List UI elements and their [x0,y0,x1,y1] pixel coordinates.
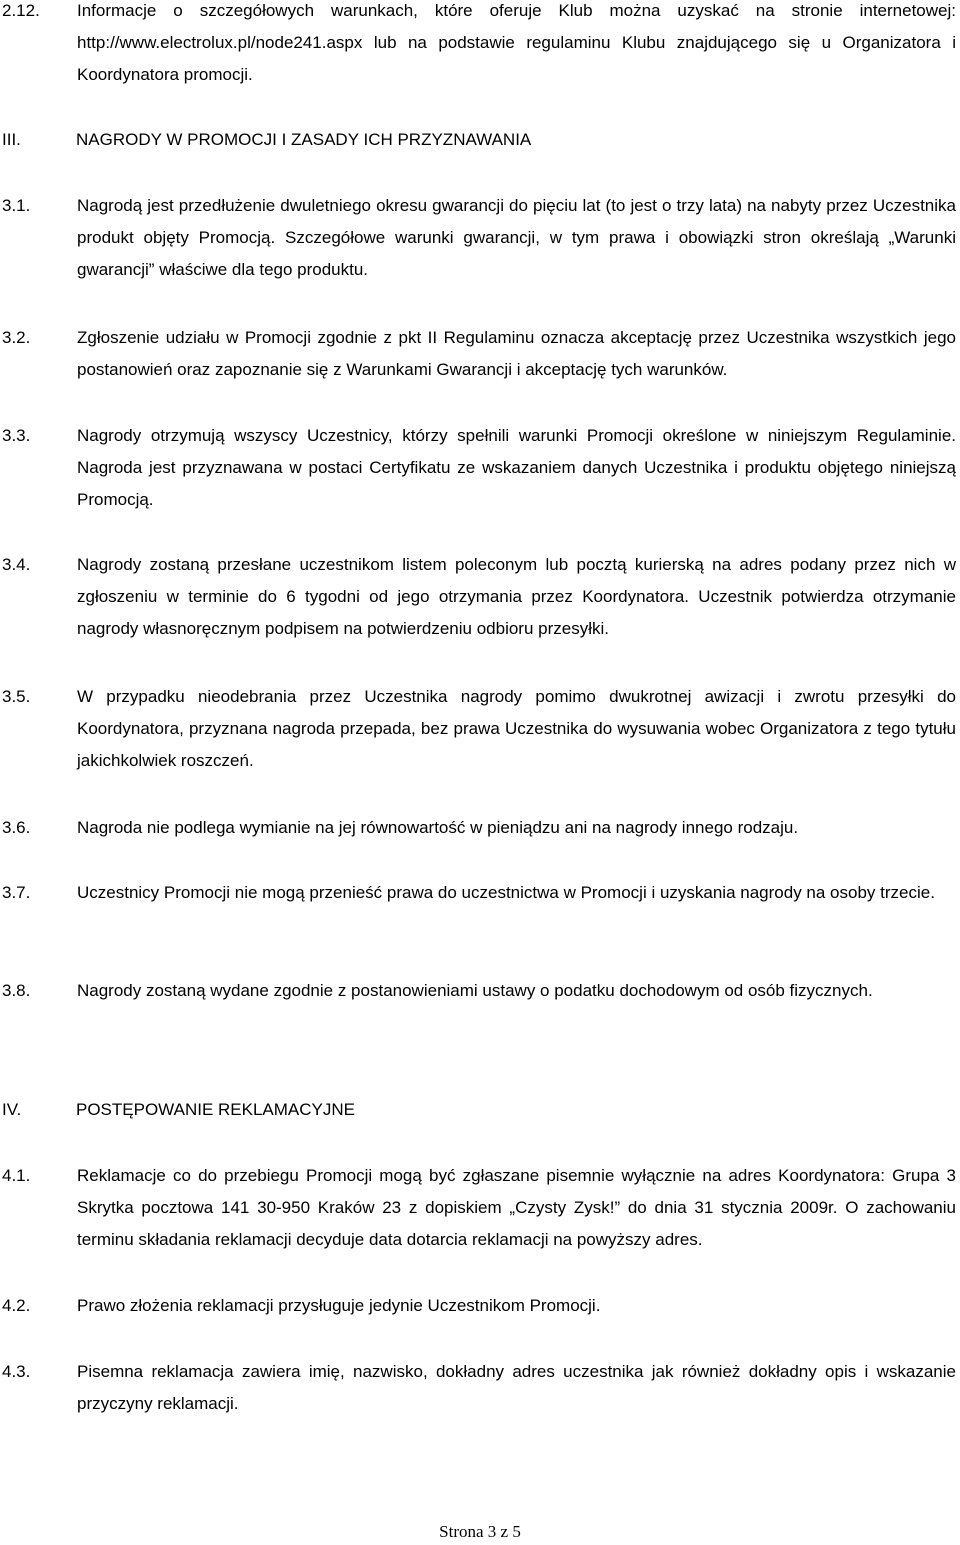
paragraph-text: Prawo złożenia reklamacji przysługuje jedynie Uczestnikom Promocji. [77,1296,601,1315]
paragraph-3-6 [0,812,956,844]
page-number-footer: Strona 3 z 5 [439,1522,521,1541]
paragraph-3-7 [0,877,956,909]
paragraph-text: W przypadku nieodebrania przez Uczestnika nagrody pomimo dwukrotnej awizacji i zwrotu przesyłki do Koordynatora, przyznana nagroda przepada, bez prawa Uczestnika do wysuwania wobec Organizatora z tego tytułu jakichkolwiek roszczeń. [77,687,956,770]
section-heading-iv [0,1094,956,1126]
paragraph-text: Nagrody otrzymują wszyscy Uczestnicy, którzy spełnili warunki Promocji określone w niniejszym Regulaminie. Nagroda jest przyznawana w postaci Certyfikatu ze wskazaniem danych Uczestnika i produktu objętego niniejszą Promocją. [77,426,956,509]
paragraph-3-4 [0,549,956,645]
paragraph-number: 3.7. [2,883,31,902]
paragraph-text: Zgłoszenie udziału w Promocji zgodnie z pkt II Regulaminu oznacza akceptację przez Uczestnika wszystkich jego postanowień oraz zapoznanie się z Warunkami Gwarancji i akceptację tych warunków. [77,328,956,379]
section-number: III. [2,130,21,149]
section-heading-iii [0,124,956,156]
paragraph-text: Pisemna reklamacja zawiera imię, nazwisko, dokładny adres uczestnika jak również dokładny opis i wskazanie przyczyny reklamacji. [77,1362,956,1413]
paragraph-number: 3.3. [2,426,31,445]
paragraph-text: Nagrody zostaną wydane zgodnie z postanowieniami ustawy o podatku dochodowym od osób fizycznych. [77,981,873,1000]
paragraph-2-12 [0,0,956,91]
section-title: POSTĘPOWANIE REKLAMACYJNE [76,1100,355,1119]
paragraph-number: 3.2. [2,328,31,347]
paragraph-4-2 [0,1290,956,1322]
paragraph-number: 3.5. [2,687,31,706]
section-title: NAGRODY W PROMOCJI I ZASADY ICH PRZYZNAWANIA [76,130,532,149]
paragraph-number: 4.1. [2,1166,31,1185]
paragraph-number: 3.4. [2,555,31,574]
paragraph-number: 2.12. [2,1,40,20]
paragraph-3-2 [0,322,956,386]
paragraph-text: Uczestnicy Promocji nie mogą przenieść prawa do uczestnictwa w Promocji i uzyskania nagrody na osoby trzecie. [77,883,935,902]
paragraph-text: Nagrody zostaną przesłane uczestnikom listem poleconym lub pocztą kurierską na adres podany przez nich w zgłoszeniu w terminie do 6 tygodni od jego otrzymania przez Koordynatora. Uczestnik potwierdza otrzymanie nagrody własnoręcznym podpisem na potwierdzeniu odbioru przesyłki. [77,555,956,638]
paragraph-3-5 [0,681,956,777]
paragraph-number: 3.8. [2,981,31,1000]
paragraph-text: Nagrodą jest przedłużenie dwuletniego okresu gwarancji do pięciu lat (to jest o trzy lata) na nabyty przez Uczestnika produkt objęty Promocją. Szczegółowe warunki gwarancji, w tym prawa i obowiązki stron określają „Warunki gwarancji” właściwe dla tego produktu. [77,196,956,279]
paragraph-3-1 [0,190,956,286]
section-number: IV. [2,1100,22,1119]
paragraph-text: Reklamacje co do przebiegu Promocji mogą być zgłaszane pisemnie wyłącznie na adres Koordynatora: Grupa 3 Skrytka pocztowa 141 30-950 Kraków 23 z dopiskiem „Czysty Zysk!” do dnia 31 stycznia 2009r. O zachowaniu terminu składania reklamacji decyduje data dotarcia reklamacji na powyższy adres. [77,1166,956,1249]
paragraph-number: 3.6. [2,818,31,837]
paragraph-3-8 [0,975,956,1007]
paragraph-text: Informacje o szczegółowych warunkach, które oferuje Klub można uzyskać na stronie internetowej: http://www.electrolux.pl/node241.aspx lub na podstawie regulaminu Klubu znajdującego się u Organizatora i Koordynatora promocji. [77,1,956,84]
paragraph-3-3 [0,420,956,516]
paragraph-text: Nagroda nie podlega wymianie na jej równowartość w pieniądzu ani na nagrody innego rodzaju. [77,818,799,837]
paragraph-4-3 [0,1356,956,1420]
paragraph-4-1 [0,1160,956,1256]
paragraph-number: 3.1. [2,196,31,215]
paragraph-number: 4.2. [2,1296,31,1315]
paragraph-number: 4.3. [2,1362,31,1381]
